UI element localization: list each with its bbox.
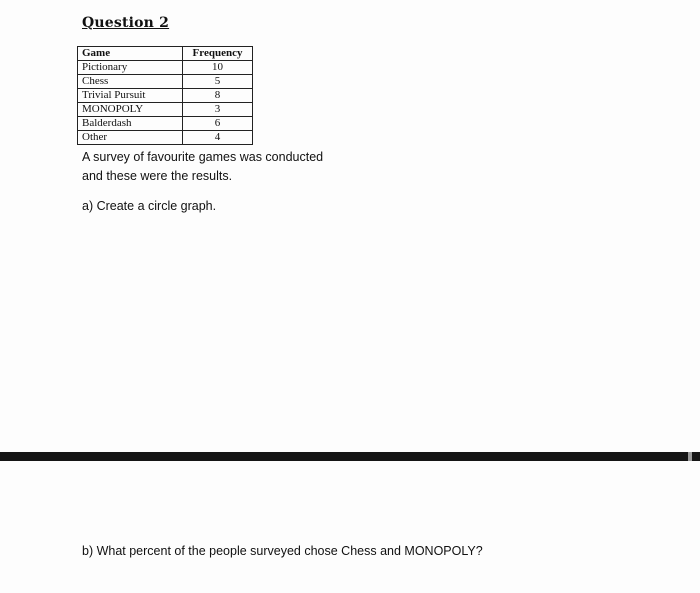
frequency-cell: 10	[183, 61, 253, 75]
page-bottom	[0, 461, 700, 593]
game-cell: Other	[78, 131, 183, 145]
frequency-table	[77, 46, 253, 145]
part-b-prompt: b) What percent of the people surveyed chose Chess and MONOPOLY?	[82, 544, 483, 558]
frequency-cell: 6	[183, 117, 253, 131]
game-cell: Pictionary	[78, 61, 183, 75]
frequency-cell: 3	[183, 103, 253, 117]
frequency-cell: 5	[183, 75, 253, 89]
table-row	[78, 89, 253, 103]
question-title: Question 2	[82, 15, 170, 31]
game-cell: Balderdash	[78, 117, 183, 131]
table-row	[78, 75, 253, 89]
frequency-cell: 4	[183, 131, 253, 145]
header-game: Game	[78, 47, 183, 61]
header-frequency: Frequency	[183, 47, 253, 61]
game-cell: Chess	[78, 75, 183, 89]
divider-scroll-tick	[688, 452, 692, 461]
game-cell: MONOPOLY	[78, 103, 183, 117]
table-row	[78, 103, 253, 117]
description-line-2: and these were the results.	[82, 169, 233, 183]
frequency-cell: 8	[183, 89, 253, 103]
game-cell: Trivial Pursuit	[78, 89, 183, 103]
page-divider	[0, 452, 700, 461]
table-row	[78, 117, 253, 131]
table-header-row	[78, 47, 253, 61]
description-line-1: A survey of favourite games was conducted	[82, 150, 324, 164]
table-row	[78, 61, 253, 75]
table-row	[78, 131, 253, 145]
part-a-prompt: a) Create a circle graph.	[82, 199, 217, 213]
